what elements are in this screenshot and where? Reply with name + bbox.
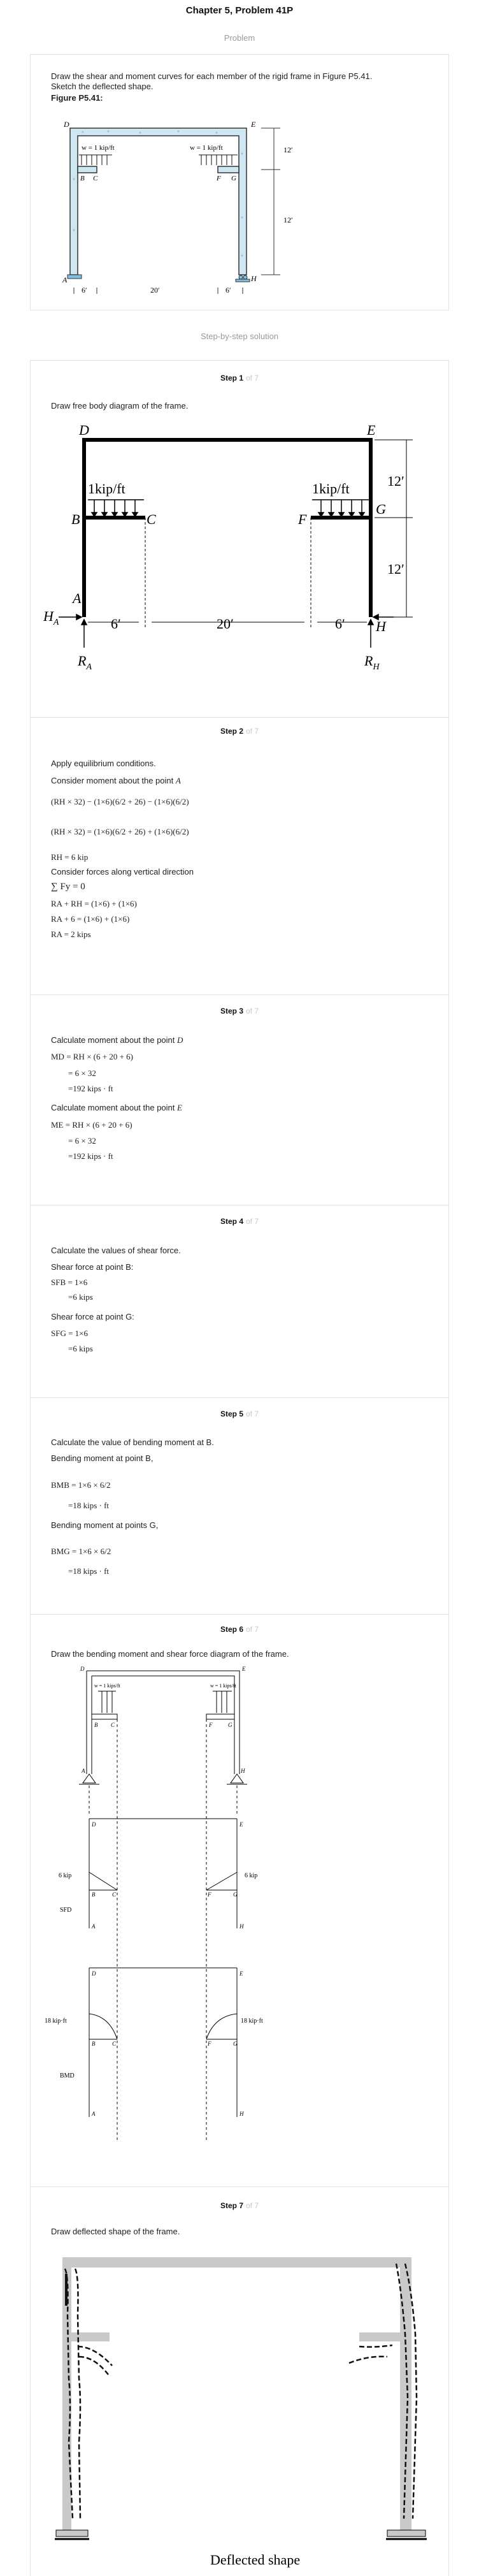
fig-label-H: H [251,274,257,283]
problem-text-1: Draw the shear and moment curves for each member of the rigid frame in Figure P5.41. [51,71,373,81]
fbd-dim-6-right: 6′ [335,616,345,632]
step-4-eq-3: SFG = 1×6 [51,1328,89,1338]
fig-label-D: D [64,120,69,129]
dg-label-F: F [209,1722,213,1728]
step-6 [30,1614,449,2187]
bmd-label-E: E [240,1970,243,1977]
step-2-eq-2: (RH × 32) = (1×6)(6/2 + 26) + (1×6)(6/2) [51,827,189,836]
bmd-label-C: C [112,2041,117,2047]
fbd-figure [43,412,438,692]
fig-dim-6-right: 6′ [225,286,231,294]
step-6-text: Draw the bending moment and shear force diagram of the frame. [51,1649,289,1659]
deflected-outline [65,2264,417,2519]
step-5-eq-2: =18 kips · ft [68,1501,110,1510]
fbd-dim-12-bottom: 12′ [387,561,404,577]
bmd-title: BMD [60,2072,75,2079]
fig-dim-20: 20′ [150,286,160,294]
step-2-text-2: Consider moment about the point A [51,776,181,785]
step-7 [30,2187,449,2576]
step-3-eq-2: = 6 × 32 [68,1068,96,1078]
step-2-eq-7: RA = 2 kips [51,929,91,939]
deflected-shape-figure [43,2238,438,2570]
fbd-label-A: A [73,590,82,606]
sfd-label-D: D [92,1821,96,1828]
step-2-text-3: Consider forces along vertical direction [51,867,194,877]
step-1 [30,360,449,718]
step-2-text-1: Apply equilibrium conditions. [51,759,156,768]
dg-label-G: G [228,1722,232,1728]
fbd-dim-20: 20′ [217,616,234,632]
step-3-eq-4: ME = RH × (6 + 20 + 6) [51,1120,132,1130]
step-4-text-3: Shear force at point G: [51,1312,134,1321]
step-5-eq-4: =18 kips · ft [68,1566,110,1576]
step-5-text-1: Calculate the value of bending moment at B. [51,1437,214,1447]
fbd-label-G: G [376,501,386,517]
bmd-label-G: G [233,2041,238,2047]
deflected-caption: Deflected shape [210,2552,301,2568]
fig-label-A: A [62,275,68,284]
fbd-label-E: E [367,422,376,438]
step-5-heading: Step 5 of 7 [220,1409,259,1418]
dg-load-right: w = 1 kips/ft [210,1683,236,1689]
step-4-eq-2: =6 kips [68,1292,93,1302]
step-2-eq-5: RA + RH = (1×6) + (1×6) [51,899,137,908]
fig-label-C: C [93,175,98,182]
fbd-label-B: B [71,511,80,527]
fig-supports [68,275,250,282]
sfd-label-G: G [233,1891,238,1898]
fbd-label-F: F [298,511,307,527]
sfd-value-left: 6 kip [59,1872,72,1879]
fbd-label-D: D [79,422,89,438]
step-3-eq-3: =192 kips · ft [68,1084,113,1093]
step-3-heading: Step 3 of 7 [220,1007,259,1015]
fig-dim-12-bottom: 12′ [283,215,293,224]
problem-figure [51,103,331,294]
step-5-eq-1: BMB = 1×6 × 6/2 [51,1480,111,1490]
bmd-label-H: H [240,2111,244,2117]
sfd-label-E: E [240,1821,243,1828]
fbd-load-left: 1kip/ft [88,481,125,497]
problem-text-2: Sketch the deflected shape. [51,82,154,91]
step-3-eq-6: =192 kips · ft [68,1151,113,1161]
dg-label-E: E [242,1666,246,1672]
bmd-value-left: 18 kip·ft [45,2018,67,2025]
fig-label-B: B [80,175,85,182]
fbd-dim-12-top: 12′ [387,473,404,489]
load-arrows-left [79,155,112,165]
step-2-eq-3: RH = 6 kip [51,852,89,862]
load-arrows-right [199,155,238,165]
dg-label-C: C [111,1722,115,1728]
sfd-title: SFD [60,1907,72,1914]
bmd-label-B: B [92,2041,96,2047]
sfd-bmd-figure [43,1664,285,2149]
step-3-text-2: Calculate moment about the point E [51,1103,182,1112]
step-2-heading: Step 2 of 7 [220,727,259,736]
dg-label-A: A [82,1768,85,1774]
step-3-text-1: Calculate moment about the point D [51,1035,183,1045]
fbd-load-right: 1kip/ft [312,481,350,497]
bmd-value-right: 18 kip·ft [241,2018,263,2025]
sfd-label-B: B [92,1891,96,1898]
original-frame [62,2257,411,2531]
step-3-eq-5: = 6 × 32 [68,1136,96,1146]
step-5-text-3: Bending moment at points G, [51,1520,159,1530]
step-5-eq-3: BMG = 1×6 × 6/2 [51,1546,111,1556]
fig-label-F: F [217,175,221,182]
dg-load-left: w = 1 kips/ft [94,1683,120,1689]
dg-label-D: D [80,1666,85,1672]
problem-card [30,54,449,310]
step-3 [30,994,449,1205]
fbd-label-H: H [376,618,386,634]
sfd-diagram [89,1819,237,1928]
step-5-text-2: Bending moment at point B, [51,1453,154,1463]
fig-label-E: E [251,120,256,129]
fig-load-right: w = 1 kip/ft [190,144,223,152]
dg-label-B: B [94,1722,98,1728]
step-4-eq-4: =6 kips [68,1344,93,1353]
step-2-eq-6: RA + 6 = (1×6) + (1×6) [51,914,130,924]
step-7-text: Draw deflected shape of the frame. [51,2227,180,2236]
fig-load-left: w = 1 kip/ft [82,144,115,152]
sfd-value-right: 6 kip [245,1872,258,1879]
fbd-label-C: C [147,511,156,527]
sfd-label-C: C [112,1891,117,1898]
bmd-diagram [89,1968,237,2117]
step-2-eq-4: ∑ Fy = 0 [51,882,85,892]
step-4-heading: Step 4 of 7 [220,1217,259,1226]
step-3-eq-1: MD = RH × (6 + 20 + 6) [51,1052,133,1061]
solution-heading: Step-by-step solution [200,331,279,341]
bmd-label-A: A [92,2111,96,2117]
fbd-load-arrows [92,500,364,516]
page-title: Chapter 5, Problem 41P [185,5,294,16]
deflected-supports [56,2530,425,2536]
dg-label-H: H [241,1768,245,1774]
step-7-heading: Step 7 of 7 [220,2201,259,2210]
step-4-text-2: Shear force at point B: [51,1262,134,1272]
problem-heading: Problem [224,33,255,43]
bmd-label-D: D [92,1970,96,1977]
figure-label: Figure P5.41: [51,93,103,103]
bmd-label-F: F [208,2041,211,2047]
step-4-text-1: Calculate the values of shear force. [51,1246,181,1255]
fig-dim-12-top: 12′ [283,145,293,154]
fig-dim-6-left: 6′ [82,286,87,294]
fbd-dim-6-left: 6′ [111,616,121,632]
sfd-label-F: F [208,1891,211,1898]
fig-label-G: G [231,175,236,182]
fbd-RH: $R_H$ [364,653,380,672]
sfd-label-A: A [92,1923,96,1930]
sfd-label-H: H [240,1923,244,1930]
step-4-eq-1: SFB = 1×6 [51,1277,88,1287]
fbd-HA: $H_A$ [43,608,59,627]
fbd-RA: $R_A$ [78,653,92,672]
step-2-eq-1: (RH × 32) − (1×6)(6/2 + 26) − (1×6)(6/2) [51,797,189,806]
step-1-text: Draw free body diagram of the frame. [51,401,189,411]
step-6-heading: Step 6 of 7 [220,1625,259,1634]
step-1-heading: Step 1 of 7 [220,374,259,382]
